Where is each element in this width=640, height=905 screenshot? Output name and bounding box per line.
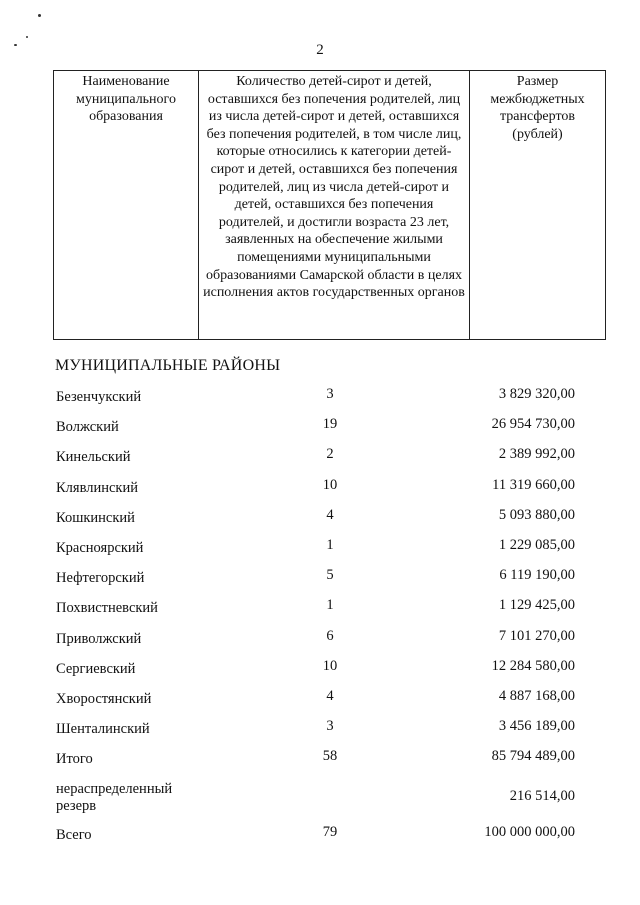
header-transfer-amount: Размер межбюджетных трансфертов (рублей)	[470, 71, 606, 340]
grand-total-label: Всего	[56, 827, 92, 844]
row-name: Клявлинский	[56, 479, 138, 496]
row-name: Сергиевский	[56, 660, 136, 677]
total-count: 58	[322, 748, 338, 765]
reserve-amount: 216 514,00	[509, 788, 575, 805]
row-name: Безенчукский	[56, 389, 142, 405]
table-row	[0, 688, 640, 718]
row-amount: 4 887 168,00	[498, 687, 575, 704]
row-count: 1	[326, 597, 334, 614]
table-row	[0, 658, 640, 688]
row-amount: 6 119 190,00	[499, 567, 575, 584]
row-count: 10	[322, 476, 338, 493]
row-name: Шенталинский	[56, 721, 150, 738]
row-amount: 2 389 992,00	[498, 446, 575, 463]
row-count: 3	[326, 386, 334, 402]
header-table	[53, 70, 606, 340]
reserve-label: нераспределенный резерв	[56, 781, 173, 815]
row-amount: 12 284 580,00	[491, 657, 575, 674]
row-count: 3	[326, 718, 334, 735]
table-row	[0, 477, 640, 507]
row-count: 6	[326, 627, 334, 644]
row-amount: 7 101 270,00	[498, 627, 575, 644]
reserve-row	[0, 778, 640, 824]
table-row	[0, 507, 640, 537]
row-count: 19	[322, 416, 338, 433]
row-amount: 3 829 320,00	[498, 386, 575, 402]
table-row	[0, 416, 640, 446]
row-name: Кошкинский	[56, 509, 135, 526]
row-count: 5	[326, 567, 334, 584]
table-row	[0, 567, 640, 597]
row-amount: 3 456 189,00	[498, 718, 575, 735]
row-count: 4	[326, 506, 334, 523]
table-row	[0, 628, 640, 658]
scan-speck	[38, 14, 41, 17]
table-row	[0, 537, 640, 567]
total-amount: 85 794 489,00	[491, 748, 575, 765]
header-municipality: Наименование муниципального образования	[54, 71, 199, 340]
row-amount: 5 093 880,00	[498, 506, 575, 523]
grand-total-amount: 100 000 000,00	[484, 824, 575, 841]
row-amount: 1 129 425,00	[498, 597, 575, 614]
row-amount: 1 229 085,00	[498, 536, 575, 553]
row-amount: 26 954 730,00	[491, 416, 575, 433]
scan-speck	[26, 36, 28, 38]
table-row	[0, 718, 640, 748]
row-name: Нефтегорский	[56, 570, 145, 587]
grand-total-count: 79	[322, 824, 338, 841]
row-count: 2	[326, 446, 334, 463]
table-row	[0, 386, 640, 416]
table-row	[0, 446, 640, 476]
total-row	[0, 748, 640, 778]
row-name: Приволжский	[56, 630, 142, 647]
row-name: Похвистневский	[56, 600, 158, 617]
row-count: 10	[322, 657, 338, 674]
row-amount: 11 319 660,00	[492, 476, 575, 493]
grand-total-row	[0, 824, 640, 854]
row-name: Хворостянский	[56, 690, 152, 707]
data-rows	[0, 386, 640, 855]
row-count: 1	[326, 536, 334, 553]
row-name: Волжский	[56, 419, 119, 436]
row-name: Красноярский	[56, 539, 144, 556]
row-name: Кинельский	[56, 449, 131, 466]
total-label: Итого	[56, 751, 93, 768]
row-count: 4	[326, 687, 334, 704]
section-title: МУНИЦИПАЛЬНЫЕ РАЙОНЫ	[55, 357, 281, 374]
page-number: 2	[316, 42, 324, 58]
header-children-count: Количество детей-сирот и детей, оставшихся без попечения родителей, лиц из числа детей-сирот и детей, оставшихся без попечения родителей, в том числе лиц, которые относились к категории детей-сирот и детей, оставшихся без попечения родителей, лиц из числа детей-сирот и детей, оставшихся без попечения родителей, и достигли возраста 23 лет, заявленных на обеспечение жилыми помещениями муниципальными образованиями Самарской области в целях исполнения актов государственных органов	[199, 71, 470, 340]
table-row	[0, 597, 640, 627]
